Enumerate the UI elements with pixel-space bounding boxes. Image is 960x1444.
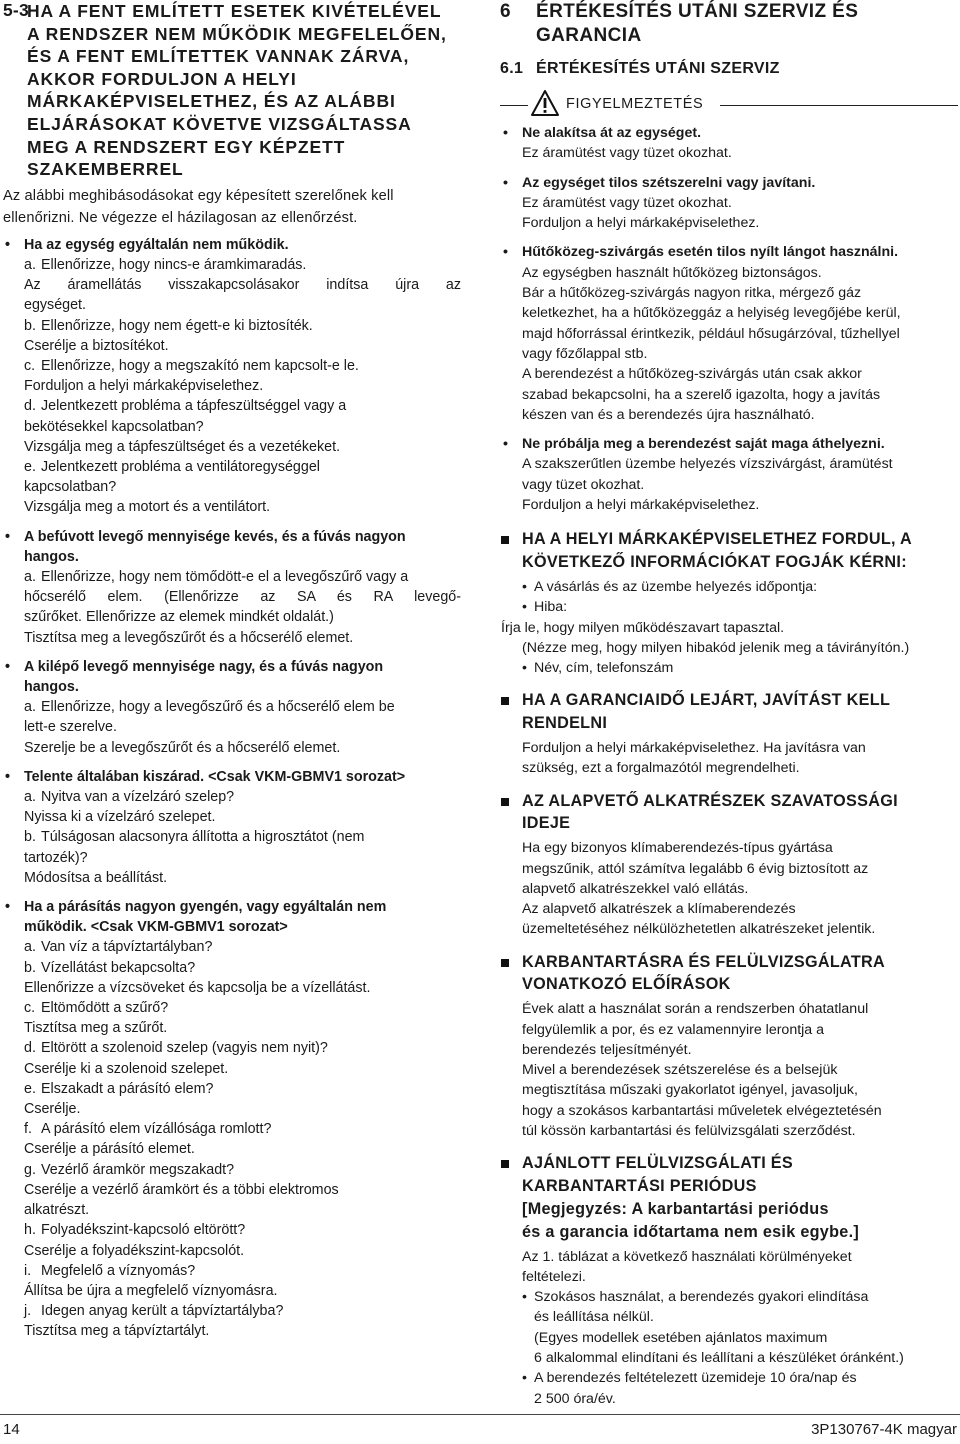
- item-letter: f.: [24, 1121, 32, 1138]
- warning-triangle-icon: [530, 89, 560, 117]
- section-number: 6: [500, 1, 511, 22]
- footer-divider: [0, 1414, 960, 1415]
- item-letter: b.: [24, 959, 36, 976]
- item-text-cont: Forduljon a helyi márkaképviselethez.: [24, 378, 264, 395]
- item-text: A párásító elem vízállósága romlott?: [41, 1121, 272, 1138]
- body-line: túl kössön karbantartási és felülvizsgálati szerződést.: [522, 1123, 856, 1140]
- body-line: alapvető alkatrészekkel való ellátás.: [522, 880, 749, 897]
- fault-weak-humidification: [3, 897, 461, 1341]
- section-body: [522, 838, 958, 939]
- item-text-cont: kapcsolatban?: [24, 479, 117, 496]
- item-letter: c.: [24, 1000, 36, 1017]
- item-text: Ellenőrizze, hogy nem tömődött-e el a levegőszűrő vagy a: [41, 569, 409, 585]
- check-item-list: [24, 937, 461, 1341]
- fault-no-operation: [3, 235, 461, 518]
- square-bullet-icon: [501, 697, 509, 705]
- item-text: Folyadékszint-kapcsoló eltörött?: [41, 1222, 246, 1239]
- check-item: [24, 958, 461, 978]
- item-letter: a.: [24, 789, 36, 806]
- section-note: és a garancia időtartama nem esik egybe.]: [522, 1222, 860, 1241]
- item-text-cont: Tisztítsa meg a tápvíztartályt.: [24, 1323, 210, 1340]
- section-title-line: MEG A RENDSZERT EGY KÉPZETT: [27, 136, 346, 157]
- fault-low-airflow: [3, 527, 461, 648]
- square-bullet-icon: [501, 798, 509, 806]
- warning-heading: Az egységet tilos szétszerelni vagy javítani.: [522, 174, 816, 191]
- fault-heading: A kilépő levegő mennyisége nagy, és a fúvás nagyon: [24, 658, 384, 675]
- section-title: GARANCIA: [536, 25, 642, 46]
- body-line: hogy a szokásos karbantartási műveletek elvégeztetésén: [522, 1102, 882, 1119]
- item-text-cont: hőcserélő elem. (Ellenőrizze az SA és RA levegő-: [24, 589, 461, 606]
- body-line: és leállítása nélkül.: [534, 1309, 654, 1326]
- warning-item: [500, 242, 958, 425]
- fault-heading: hangos.: [24, 679, 79, 696]
- check-item: [24, 1160, 461, 1180]
- square-bullet-icon: [501, 959, 509, 967]
- body-line: Forduljon a helyi márkaképviselethez. Ha javításra van: [522, 740, 866, 757]
- item-text-cont: Cserélje a biztosítékot.: [24, 337, 169, 354]
- section-title: ÉRTÉKESÍTÉS UTÁNI SZERVIZ: [536, 60, 780, 77]
- item-text-cont: tartozék)?: [24, 849, 88, 866]
- intro-line: ellenőrizni. Ne végezze el házilagosan az ellenőrzést.: [3, 210, 358, 227]
- warning-line: Bár a hűtőközeg-szivárgás nagyon ritka, mérgező gáz: [522, 285, 862, 302]
- body-line: szükség, ezt a forgalmazótól megrendelheti.: [522, 760, 800, 777]
- section-heading: AZ ALAPVETŐ ALKATRÉSZEK SZAVATOSSÁGI: [522, 791, 898, 810]
- section-title: [27, 0, 461, 181]
- item-text: Ellenőrizze, hogy nincs-e áramkimaradás.: [41, 256, 307, 273]
- section-title-line: ÉS A FENT EMLÍTETTEK VANNAK ZÁRVA,: [27, 46, 410, 67]
- item-text-cont: Tisztítsa meg a szűrőt.: [24, 1020, 168, 1037]
- item-text-cont: Ellenőrizze a vízcsöveket és kapcsolja be a vízellátást.: [24, 979, 371, 996]
- warning-label: FIGYELMEZTETÉS: [566, 96, 704, 112]
- list-item: • Hiba:: [522, 597, 958, 617]
- bullet-icon: •: [503, 174, 508, 191]
- item-text-cont: lett-e szerelve.: [24, 719, 117, 736]
- fault-heading: hangos.: [24, 548, 79, 565]
- item-text: Idegen anyag került a tápvíztartályba?: [41, 1303, 284, 1320]
- section-heading: AJÁNLOTT FELÜLVIZSGÁLATI ÉS: [522, 1154, 793, 1173]
- warning-line: Az egységben használt hűtőközeg biztonságos.: [522, 264, 822, 281]
- warning-banner: [500, 87, 958, 121]
- check-item-d: [24, 396, 461, 416]
- section-title-line: ELJÁRÁSOKAT KÖVETVE VIZSGÁLTASSA: [27, 113, 412, 134]
- section-heading: IDEJE: [522, 814, 571, 833]
- warning-heading: Hűtőközeg-szivárgás esetén tilos nyílt lángot használni.: [522, 244, 899, 261]
- body-line: Az alapvető alkatrészek a klímaberendezés: [522, 901, 796, 918]
- fault-heading: Telente általában kiszárad. <Csak VKM-GBMV1 sorozat>: [24, 768, 406, 785]
- item-letter: a.: [24, 699, 36, 716]
- bullet-icon: •: [503, 244, 508, 261]
- section-title-line: AKKOR FORDULJON A HELYI: [27, 68, 297, 89]
- item-text-cont: Cserélje ki a szolenoid szelepet.: [24, 1060, 229, 1077]
- warning-line: vagy tüzet okozhat.: [522, 476, 645, 493]
- section-title-line: HA A FENT EMLÍTETT ESETEK KIVÉTELÉVEL: [27, 1, 442, 21]
- warning-line: majd hőforrással érintkezik, például hősugárzóval, tűzhellyel: [522, 325, 900, 342]
- item-text: Ellenőrizze, hogy a levegőszűrő és a hőcserélő elem be: [41, 699, 395, 716]
- fault-heading: működik. <Csak VKM-GBMV1 sorozat>: [24, 919, 288, 936]
- check-item: [24, 1261, 461, 1281]
- item-text: Eltörött a szolenoid szelep (vagyis nem nyit)?: [41, 1040, 328, 1057]
- item-text: Megfelelő a víznyomás?: [41, 1262, 196, 1279]
- section-body: [522, 1247, 958, 1409]
- check-item-b: [24, 316, 461, 336]
- section-heading: KARBANTARTÁSI PERIÓDUS: [522, 1177, 757, 1196]
- item-text-cont: Cserélje a párásító elemet.: [24, 1141, 195, 1158]
- divider: [720, 105, 958, 106]
- item-letter: e.: [24, 458, 36, 475]
- item-letter: h.: [24, 1222, 36, 1239]
- inspection-period-section: [500, 1152, 958, 1409]
- warning-line: vagy főzőlappal stb.: [522, 345, 648, 362]
- item-text: Vízellátást bekapcsolta?: [41, 959, 196, 976]
- body-line: Mivel a berendezések szétszerelése és a belsejük: [522, 1062, 838, 1079]
- section-6-1-heading: [500, 57, 958, 81]
- item-text: Jelentkezett probléma a tápfeszültséggel vagy a: [41, 398, 347, 415]
- list-item: • A vásárlás és az üzembe helyezés időpontja:: [522, 577, 958, 597]
- body-line: Évek alatt a használat során a rendszerben óhatatlanul: [522, 1001, 869, 1018]
- item-letter: j.: [24, 1303, 32, 1320]
- body-line: felgyülemlik a por, és ez valamennyire lerontja a: [522, 1021, 825, 1038]
- square-bullet-icon: [501, 1160, 509, 1168]
- fault-heading: Ha a párásítás nagyon gyengén, vagy egyáltalán nem: [24, 899, 387, 916]
- section-heading: HA A HELYI MÁRKAKÉPVISELETHEZ FORDUL, A: [522, 530, 913, 549]
- item-letter: e.: [24, 1080, 36, 1097]
- warning-line: keletkezhet, ha a hűtőközeggáz a helyiség levegőjébe kerül,: [522, 305, 901, 322]
- warning-line: Ez áramütést vagy tüzet okozhat.: [522, 145, 732, 162]
- warning-item: [500, 123, 958, 164]
- document-id: 3P130767-4K magyar: [811, 1421, 957, 1438]
- item-text: Vezérlő áramkör megszakadt?: [41, 1161, 235, 1178]
- section-number: 5-3: [3, 0, 29, 20]
- item-text-cont: Az áramellátás visszakapcsolásakor indítsa újra az: [24, 277, 461, 294]
- section-title-line: SZAKEMBERREL: [27, 159, 184, 180]
- body-line: megtisztítása műszaki gyakorlatot igényel, javasoljuk,: [522, 1082, 858, 1099]
- item-text-cont: alkatrészt.: [24, 1202, 90, 1219]
- item-text-cont: Szerelje be a levegőszűrőt és a hőcserélő elemet.: [24, 739, 341, 756]
- check-item: [24, 1220, 461, 1240]
- check-item-c: [24, 356, 461, 376]
- item-text-cont: Vizsgálja meg a tápfeszültséget és a vezetékeket.: [24, 438, 341, 455]
- body-line: üzemeltetéséhez nélkülözhetetlen alkatrészeket jelentik.: [522, 921, 876, 938]
- section-body: [522, 738, 958, 779]
- warning-line: szabad bekapcsolni, ha a szerelő igazolta, hogy a javítás: [522, 386, 881, 403]
- list-item: • A berendezés feltételezett üzemideje 10 óra/nap és: [522, 1368, 958, 1388]
- item-letter: i.: [24, 1262, 32, 1279]
- item-letter: b.: [24, 829, 36, 846]
- list-item: • Szokásos használat, a berendezés gyakori elindítása: [522, 1287, 958, 1307]
- check-item-a: [24, 787, 461, 807]
- item-text: Ellenőrizze, hogy a megszakító nem kapcsolt-e le.: [41, 357, 359, 374]
- item-letter: g.: [24, 1161, 36, 1178]
- body-line: 6 alkalommal elindítani és leállítani a készüléket óránként.): [534, 1350, 904, 1367]
- right-column: [500, 0, 958, 1409]
- item-text: Elszakadt a párásító elem?: [41, 1080, 214, 1097]
- check-item: [24, 1079, 461, 1099]
- section-body: [522, 999, 958, 1141]
- fault-dries-in-winter: [3, 767, 461, 888]
- section-heading: HA A GARANCIAIDŐ LEJÁRT, JAVÍTÁST KELL: [522, 691, 891, 710]
- item-text: Van víz a tápvíztartályban?: [41, 939, 213, 956]
- divider: [500, 105, 528, 106]
- check-item-a: [24, 255, 461, 275]
- warning-line: A berendezést a hűtőközeg-szivárgás után csak akkor: [522, 366, 862, 383]
- section-title: ÉRTÉKESÍTÉS UTÁNI SZERVIZ ÉS: [536, 1, 859, 22]
- bullet-icon: •: [5, 658, 11, 675]
- section-number: 6.1: [500, 60, 524, 77]
- section-heading: RENDELNI: [522, 714, 608, 733]
- section-body: [501, 577, 958, 678]
- section-title-line: MÁRKAKÉPVISELETHEZ, ÉS AZ ALÁBBI: [27, 91, 396, 112]
- check-item: [24, 1119, 461, 1139]
- page-number: 14: [3, 1421, 20, 1438]
- intro-paragraph: [3, 185, 461, 230]
- square-bullet-icon: [501, 536, 509, 544]
- warning-line: A szakszerűtlen üzembe helyezés vízszivárgást, áramütést: [522, 456, 893, 473]
- item-letter: b.: [24, 317, 36, 334]
- warning-heading: Ne próbálja meg a berendezést saját maga áthelyezni.: [522, 436, 885, 453]
- intro-line: Az alábbi meghibásodásokat egy képesített szerelőnek kell: [3, 187, 394, 204]
- section-5-3-heading: [3, 0, 461, 181]
- item-text-cont: Állítsa be újra a megfelelő víznyomásra.: [24, 1282, 278, 1299]
- body-line: (Egyes modellek esetében ajánlatos maximum: [534, 1329, 828, 1346]
- item-text-cont: bekötésekkel kapcsolatban?: [24, 418, 204, 435]
- warning-line: Ez áramütést vagy tüzet okozhat.: [522, 194, 732, 211]
- check-item: [24, 1038, 461, 1058]
- bullet-icon: •: [5, 236, 11, 253]
- check-item: [24, 1301, 461, 1321]
- section-6-heading: [500, 0, 958, 48]
- item-text-cont: szűrőket. Ellenőrizze az elemek mindkét oldalát.): [24, 609, 334, 626]
- section-heading: KÖVETKEZŐ INFORMÁCIÓKAT FOGJÁK KÉRNI:: [522, 553, 907, 572]
- item-text-cont: egységet.: [24, 297, 86, 314]
- body-line: Ha egy bizonyos klímaberendezés-típus gyártása: [522, 840, 833, 857]
- warranty-expired-section: [500, 689, 958, 778]
- body-line: megszűnik, attól számítva legalább 6 évig biztosított az: [522, 860, 869, 877]
- bullet-icon: •: [5, 768, 11, 785]
- item-text-cont: Módosítsa a beállítást.: [24, 869, 168, 886]
- body-line: (Nézze meg, hogy milyen hibakód jelenik meg a távirányítón.): [522, 639, 910, 656]
- warning-line: Forduljon a helyi márkaképviselethez.: [522, 215, 760, 232]
- item-letter: c.: [24, 357, 36, 374]
- item-text: Ellenőrizze, hogy nem égett-e ki biztosíték.: [41, 317, 313, 334]
- item-text-cont: Vizsgálja meg a motort és a ventilátort.: [24, 499, 271, 516]
- list-item: • Név, cím, telefonszám: [522, 658, 958, 678]
- body-line: 2 500 óra/év.: [534, 1390, 616, 1407]
- check-item: [24, 937, 461, 957]
- item-letter: a.: [24, 256, 36, 273]
- check-item-a: [24, 697, 461, 717]
- item-text-cont: Cserélje.: [24, 1101, 81, 1118]
- info-request-section: [500, 528, 958, 678]
- item-letter: a.: [24, 569, 36, 585]
- section-title-line: A RENDSZER NEM MŰKÖDIK MEGFELELŐEN,: [27, 23, 447, 44]
- left-column: [3, 0, 461, 1342]
- item-text: Túlságosan alacsonyra állította a higrosztátot (nem: [41, 829, 365, 846]
- body-line: Írja le, hogy milyen működészavart tapasztal.: [501, 619, 785, 636]
- item-text-cont: Tisztítsa meg a levegőszűrőt és a hőcserélő elemet.: [24, 629, 354, 646]
- check-item-a: [24, 567, 461, 587]
- bullet-icon: •: [503, 436, 508, 453]
- section-heading: VONATKOZÓ ELŐÍRÁSOK: [522, 975, 731, 994]
- item-text-cont: Cserélje a folyadékszint-kapcsolót.: [24, 1242, 245, 1259]
- item-letter: a.: [24, 939, 36, 956]
- fault-high-airflow: [3, 657, 461, 758]
- item-text-cont: Cserélje a vezérlő áramkört és a többi elektromos: [24, 1181, 339, 1198]
- item-letter: d.: [24, 1040, 36, 1057]
- warning-heading: Ne alakítsa át az egységet.: [522, 125, 702, 141]
- check-item: [24, 998, 461, 1018]
- body-line: berendezés teljesítményét.: [522, 1041, 692, 1058]
- bullet-icon: •: [5, 899, 11, 916]
- section-heading: KARBANTARTÁSRA ÉS FELÜLVIZSGÁLATRA: [522, 952, 886, 971]
- bullet-icon: •: [503, 125, 508, 141]
- item-text: Nyitva van a vízelzáró szelep?: [41, 789, 235, 806]
- item-text-cont: Nyissa ki a vízelzáró szelepet.: [24, 809, 216, 826]
- section-note: [Megjegyzés: A karbantartási periódus: [522, 1199, 829, 1218]
- bullet-icon: •: [5, 528, 11, 545]
- maintenance-rules-section: [500, 951, 958, 1142]
- warning-list: [500, 123, 958, 515]
- item-letter: d.: [24, 398, 36, 415]
- check-item-e: [24, 457, 461, 477]
- fault-heading: A befúvott levegő mennyisége kevés, és a fúvás nagyon: [24, 528, 406, 545]
- warning-item: [500, 173, 958, 234]
- body-line: Az 1. táblázat a következő használati körülményeket: [522, 1248, 852, 1265]
- warning-line: Forduljon a helyi márkaképviselethez.: [522, 497, 760, 514]
- warning-line: készen van és a berendezés újra használható.: [522, 406, 815, 423]
- body-line: feltételezi.: [522, 1268, 586, 1285]
- warning-item: [500, 434, 958, 515]
- check-item-b: [24, 827, 461, 847]
- fault-heading: Ha az egység egyáltalán nem működik.: [24, 236, 289, 253]
- item-text: Jelentkezett probléma a ventilátoregységgel: [41, 458, 320, 475]
- spare-parts-section: [500, 790, 958, 940]
- item-text: Eltömődött a szűrő?: [41, 1000, 169, 1017]
